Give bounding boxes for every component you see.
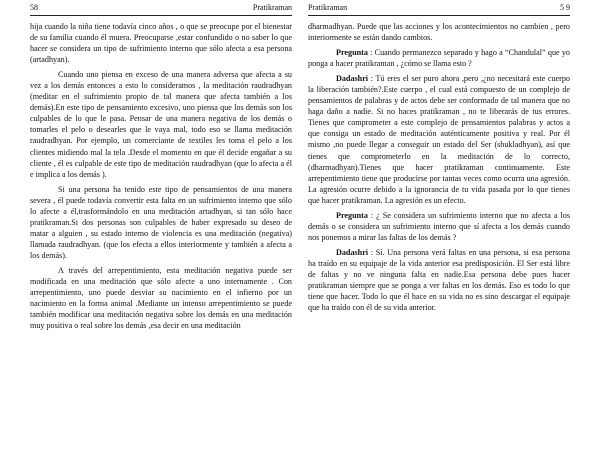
left-page-number: 58	[30, 3, 38, 12]
speaker-label: Pregunta	[336, 48, 368, 58]
dialogue-answer-2	[308, 247, 570, 313]
left-paragraph-2: Cuando uno piensa en exceso de una manera adversa que afecta a su vez a los demás entonces a esto lo consideramos , la meditación raudradhyan (meditar en el sufrimiento propio de tal manera que afecta también a los demás).En este tipo de pensamiento excesivo, uno piensa que los demás son los culpables de lo que le pasa. Pensar de una manera negativa de los demás o tomarles el pelo o desearles que le vaya mal, todo eso se llama meditación raudradhyan. Por ejemplo, un comerciante de textiles les toma el pelo a los clientes midiendo mal la tela .Desde el momento en que él decide engañar a su cliente , él es culpable de este tipo de meditación raudradhyan (que lo afecta a él e implica a los demás ).	[30, 70, 292, 179]
dialogue-answer-1	[308, 73, 570, 206]
dialogue-text: : Tú eres el ser puro ahora ,pero ,¿no necesitará este cuerpo la liberación también?.Este cuerpo , el cual está compuesto de un complejo de pensamientos de palabras y de actos debe ser conformado de tal manera que no haga daño a nadie. Si no haces pratikraman , no te liberarás de tus errores. Tienes que comprometer a este complejo de pensamientos palabras y actos a que consiga un estado de meditación auténticamente positiva y real. Por él mismo ,no puede llegar a conseguir un estado del Ser (shukladhyan), así que tienes que comprometerlo en la meditación de lo correcto, (dharmadhyan).Tienes que hacer pratikraman continuamente. Este arrepentimiento tiene que producirse por tantas veces como ocurra una agresión. La agresión ocurre debido a la ignorancia de tu vida pasada por lo que tienes que hacer pratikraman. La agresión es un efecto.	[308, 74, 570, 205]
right-intro-paragraph: dharmadhyan. Puede que las acciones y los acontecimientos no cambien , pero interiormente se están dando cambios.	[308, 22, 570, 43]
right-page-body	[308, 21, 570, 313]
left-paragraph-4: A través del arrepentimiento, esta meditación negativa puede ser modificada en una meditación que sólo afecte a uno internamente . Con arrepentimiento, uno puede desviar su nacimiento en el infierno por un nacimiento en la forma animal .Mediante un intenso arrepentimiento se puede también modificar una meditación negativa sobre los demás en una meditación muy positiva o real sobre los demás ,esa decir en una meditación	[30, 265, 292, 331]
dialogue-question-2	[308, 210, 570, 243]
speaker-label: Dadashri	[336, 74, 369, 84]
left-page	[30, 0, 292, 463]
dialogue-text: : Sí. Una persona verá faltas en una persona, si esa persona ha traído en su equipaje de la vida anterior esa predisposición. El Ser está libre de faltas y no ve ninguna falta en nadie.Esa persona debe pues hacer pratikraman siempre que se ponga a ver faltas en los demás. Eso es todo lo que tiene que hacer. Todo lo que él hace en su vida no es sino descargar el equipaje que ha traído con él de su vida anterior.	[308, 247, 570, 313]
left-paragraph-1: hija cuando la niña tiene todavía cinco años , o que se preocupe por el bienestar de su familia cuando él muera. Preocuparse ,estar confundido o no saber lo que hacer se considera un tipo de sufrimiento interno que sólo afecta a esa persona (artadhyan).	[30, 22, 292, 65]
right-page-number: 5 9	[560, 3, 570, 12]
right-page-header	[308, 3, 570, 16]
left-paragraph-3: Si una persona ha tenido este tipo de pensamientos de una manera severa , él puede todavía convertir esta falta en un sufrimiento interno que sólo lo afecte a él,trasformándolo en una meditación artadhyan, si tan sólo hace pratikraman.Si dos personas son culpables de haber expresado su deseo de matar a alguien , su estado interno de violencia es una meditación (negativa) llamada raudradhyan. (que los efecta a ellos interiormente y también a afecta a los demás).	[30, 184, 292, 260]
right-running-head: Pratikraman	[308, 3, 348, 12]
left-page-body	[30, 21, 292, 331]
speaker-label: Dadashri	[336, 247, 369, 257]
dialogue-question-1	[308, 47, 570, 69]
right-page	[308, 0, 570, 463]
left-page-header	[30, 3, 292, 16]
speaker-label: Pregunta	[336, 210, 368, 220]
dialogue-text: : ¿ Se considera un sufrimiento interno que no afecta a los demás o se considera un sufrimiento interno que sí afecta a los demás cuando nos ponemos a mirar las faltas de los demás ?	[308, 210, 570, 242]
dialogue-text: : Cuando permanezco separado y hago a “Chandulal” que yo ponga a hacer pratikraman , ¿cómo se llama esto ?	[308, 48, 570, 69]
left-running-head: Pratikraman	[252, 3, 292, 12]
